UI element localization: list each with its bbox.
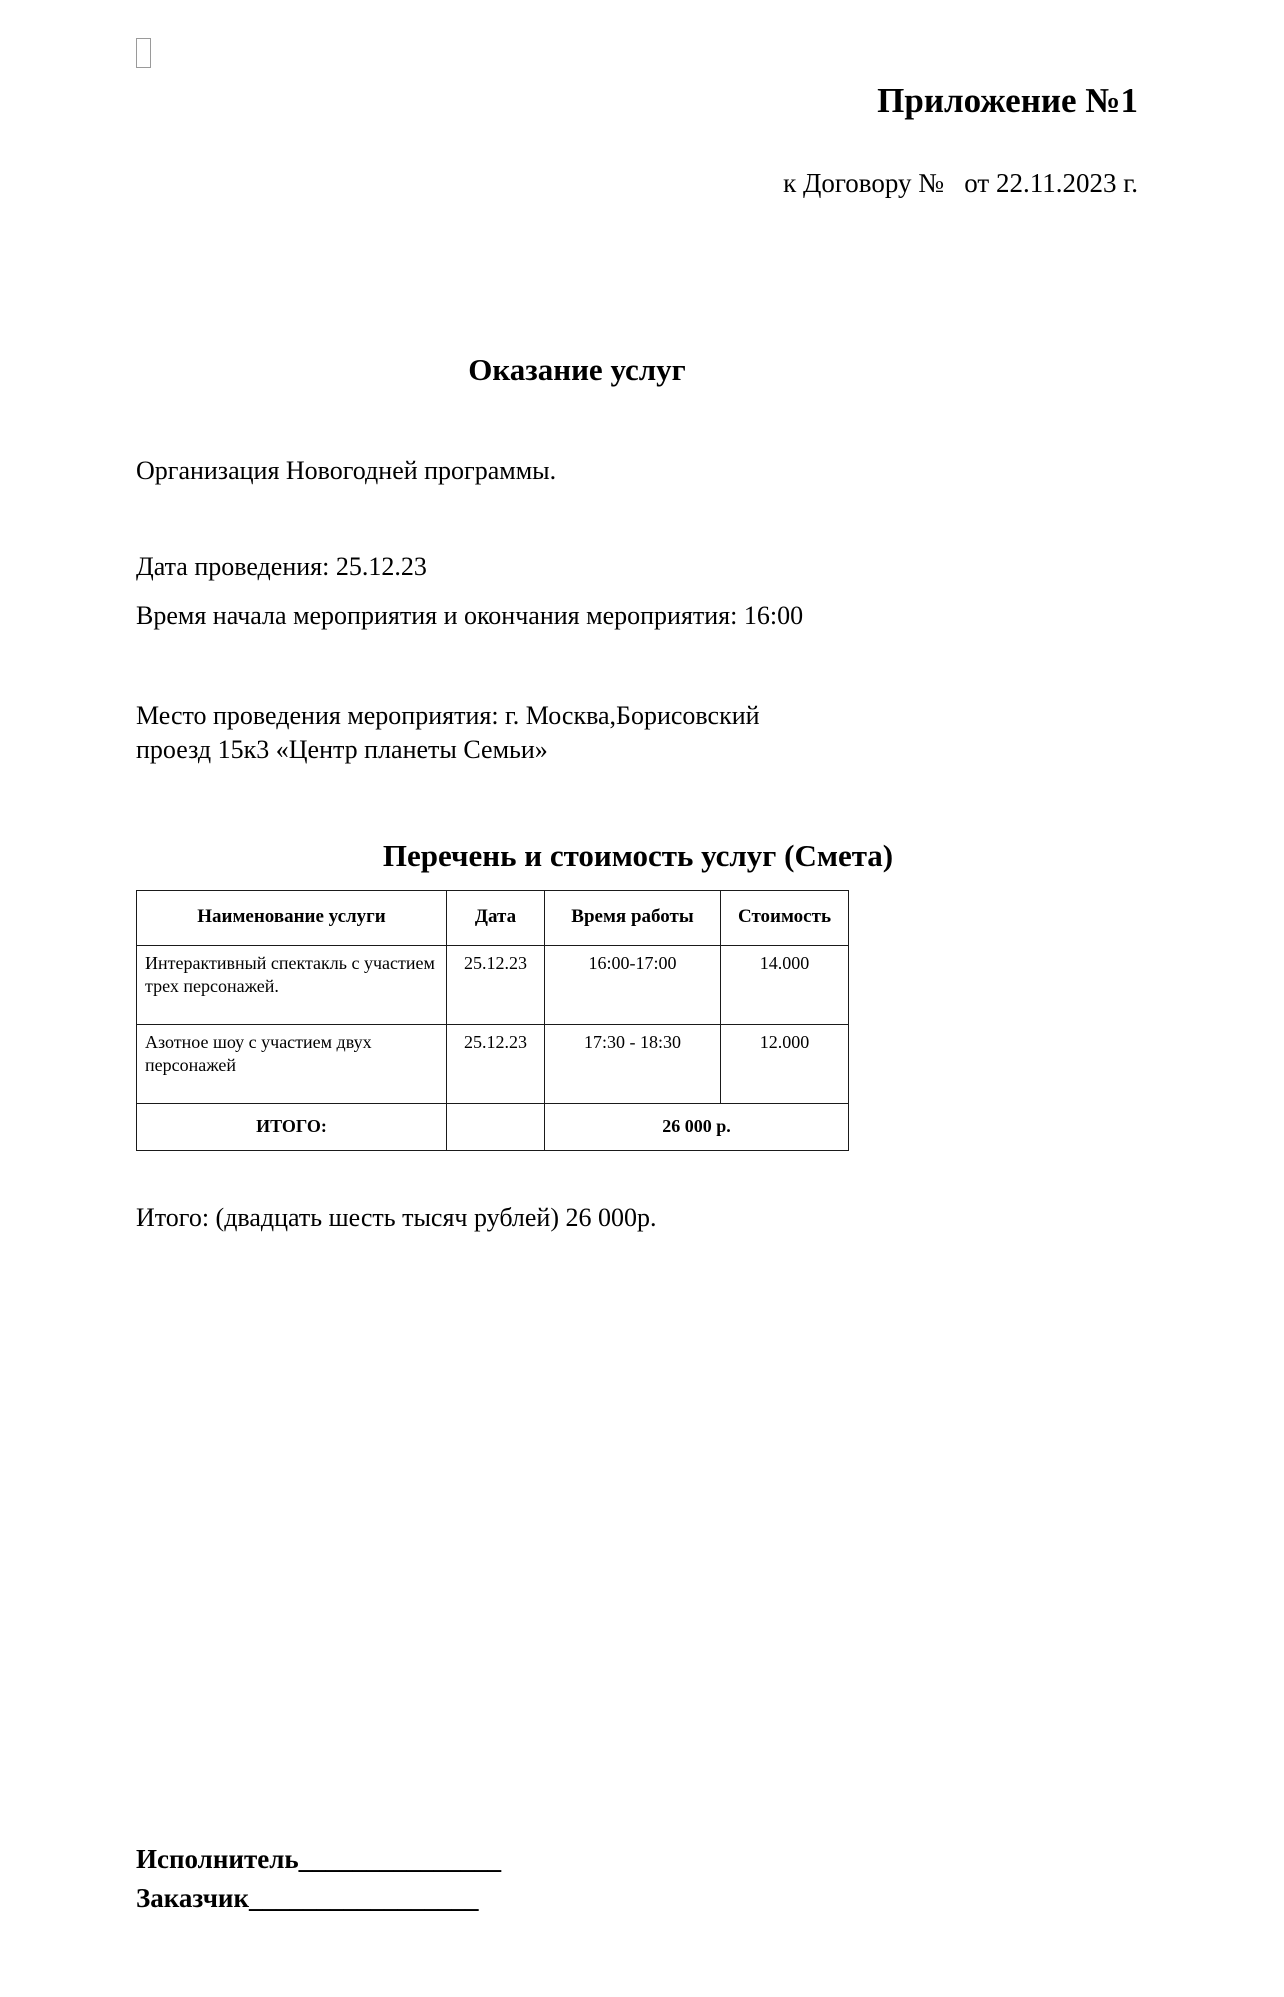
cell-service-cost: 14.000 [721, 945, 849, 1024]
column-header-date: Дата [447, 890, 545, 945]
event-place-line-2: проезд 15к3 «Центр планеты Семьи» [136, 735, 548, 765]
table-total-row [137, 1103, 849, 1150]
cell-service-name: Интерактивный спектакль с участием трех персонажей. [137, 945, 447, 1024]
total-label: ИТОГО: [137, 1103, 447, 1150]
total-value: 26 000 р. [545, 1103, 849, 1150]
services-heading: Оказание услуг [468, 351, 686, 387]
column-header-time: Время работы [545, 890, 721, 945]
cell-service-date: 25.12.23 [447, 1024, 545, 1103]
customer-signature-line: Заказчик_________________ [136, 1883, 479, 1914]
cell-service-date: 25.12.23 [447, 945, 545, 1024]
event-date-line: Дата проведения: 25.12.23 [136, 552, 427, 582]
total-empty-cell [447, 1103, 545, 1150]
event-place-line-1: Место проведения мероприятия: г. Москва,Борисовский [136, 701, 760, 731]
cell-service-time: 17:30 - 18:30 [545, 1024, 721, 1103]
event-time-line: Время начала мероприятия и окончания мероприятия: 16:00 [136, 600, 804, 630]
table-row [137, 1024, 849, 1103]
contract-reference-line: к Договору № от 22.11.2023 г. [783, 167, 1138, 198]
column-header-cost: Стоимость [721, 890, 849, 945]
total-sentence: Итого: (двадцать шесть тысяч рублей) 26 000р. [136, 1202, 657, 1232]
table-row [137, 945, 849, 1024]
organization-line: Организация Новогодней программы. [136, 456, 557, 486]
document-body [136, 0, 1148, 1235]
cell-service-time: 16:00-17:00 [545, 945, 721, 1024]
appendix-title: Приложение №1 [877, 81, 1138, 120]
signature-block [136, 1840, 1036, 1918]
table-header-row [137, 890, 849, 945]
executor-signature-line: Исполнитель_______________ [136, 1844, 502, 1874]
column-header-name: Наименование услуги [137, 890, 447, 945]
estimate-heading: Перечень и стоимость услуг (Смета) [382, 837, 894, 873]
estimate-table [136, 890, 849, 1151]
cell-service-cost: 12.000 [721, 1024, 849, 1103]
cell-service-name: Азотное шоу с участием двух персонажей [137, 1024, 447, 1103]
